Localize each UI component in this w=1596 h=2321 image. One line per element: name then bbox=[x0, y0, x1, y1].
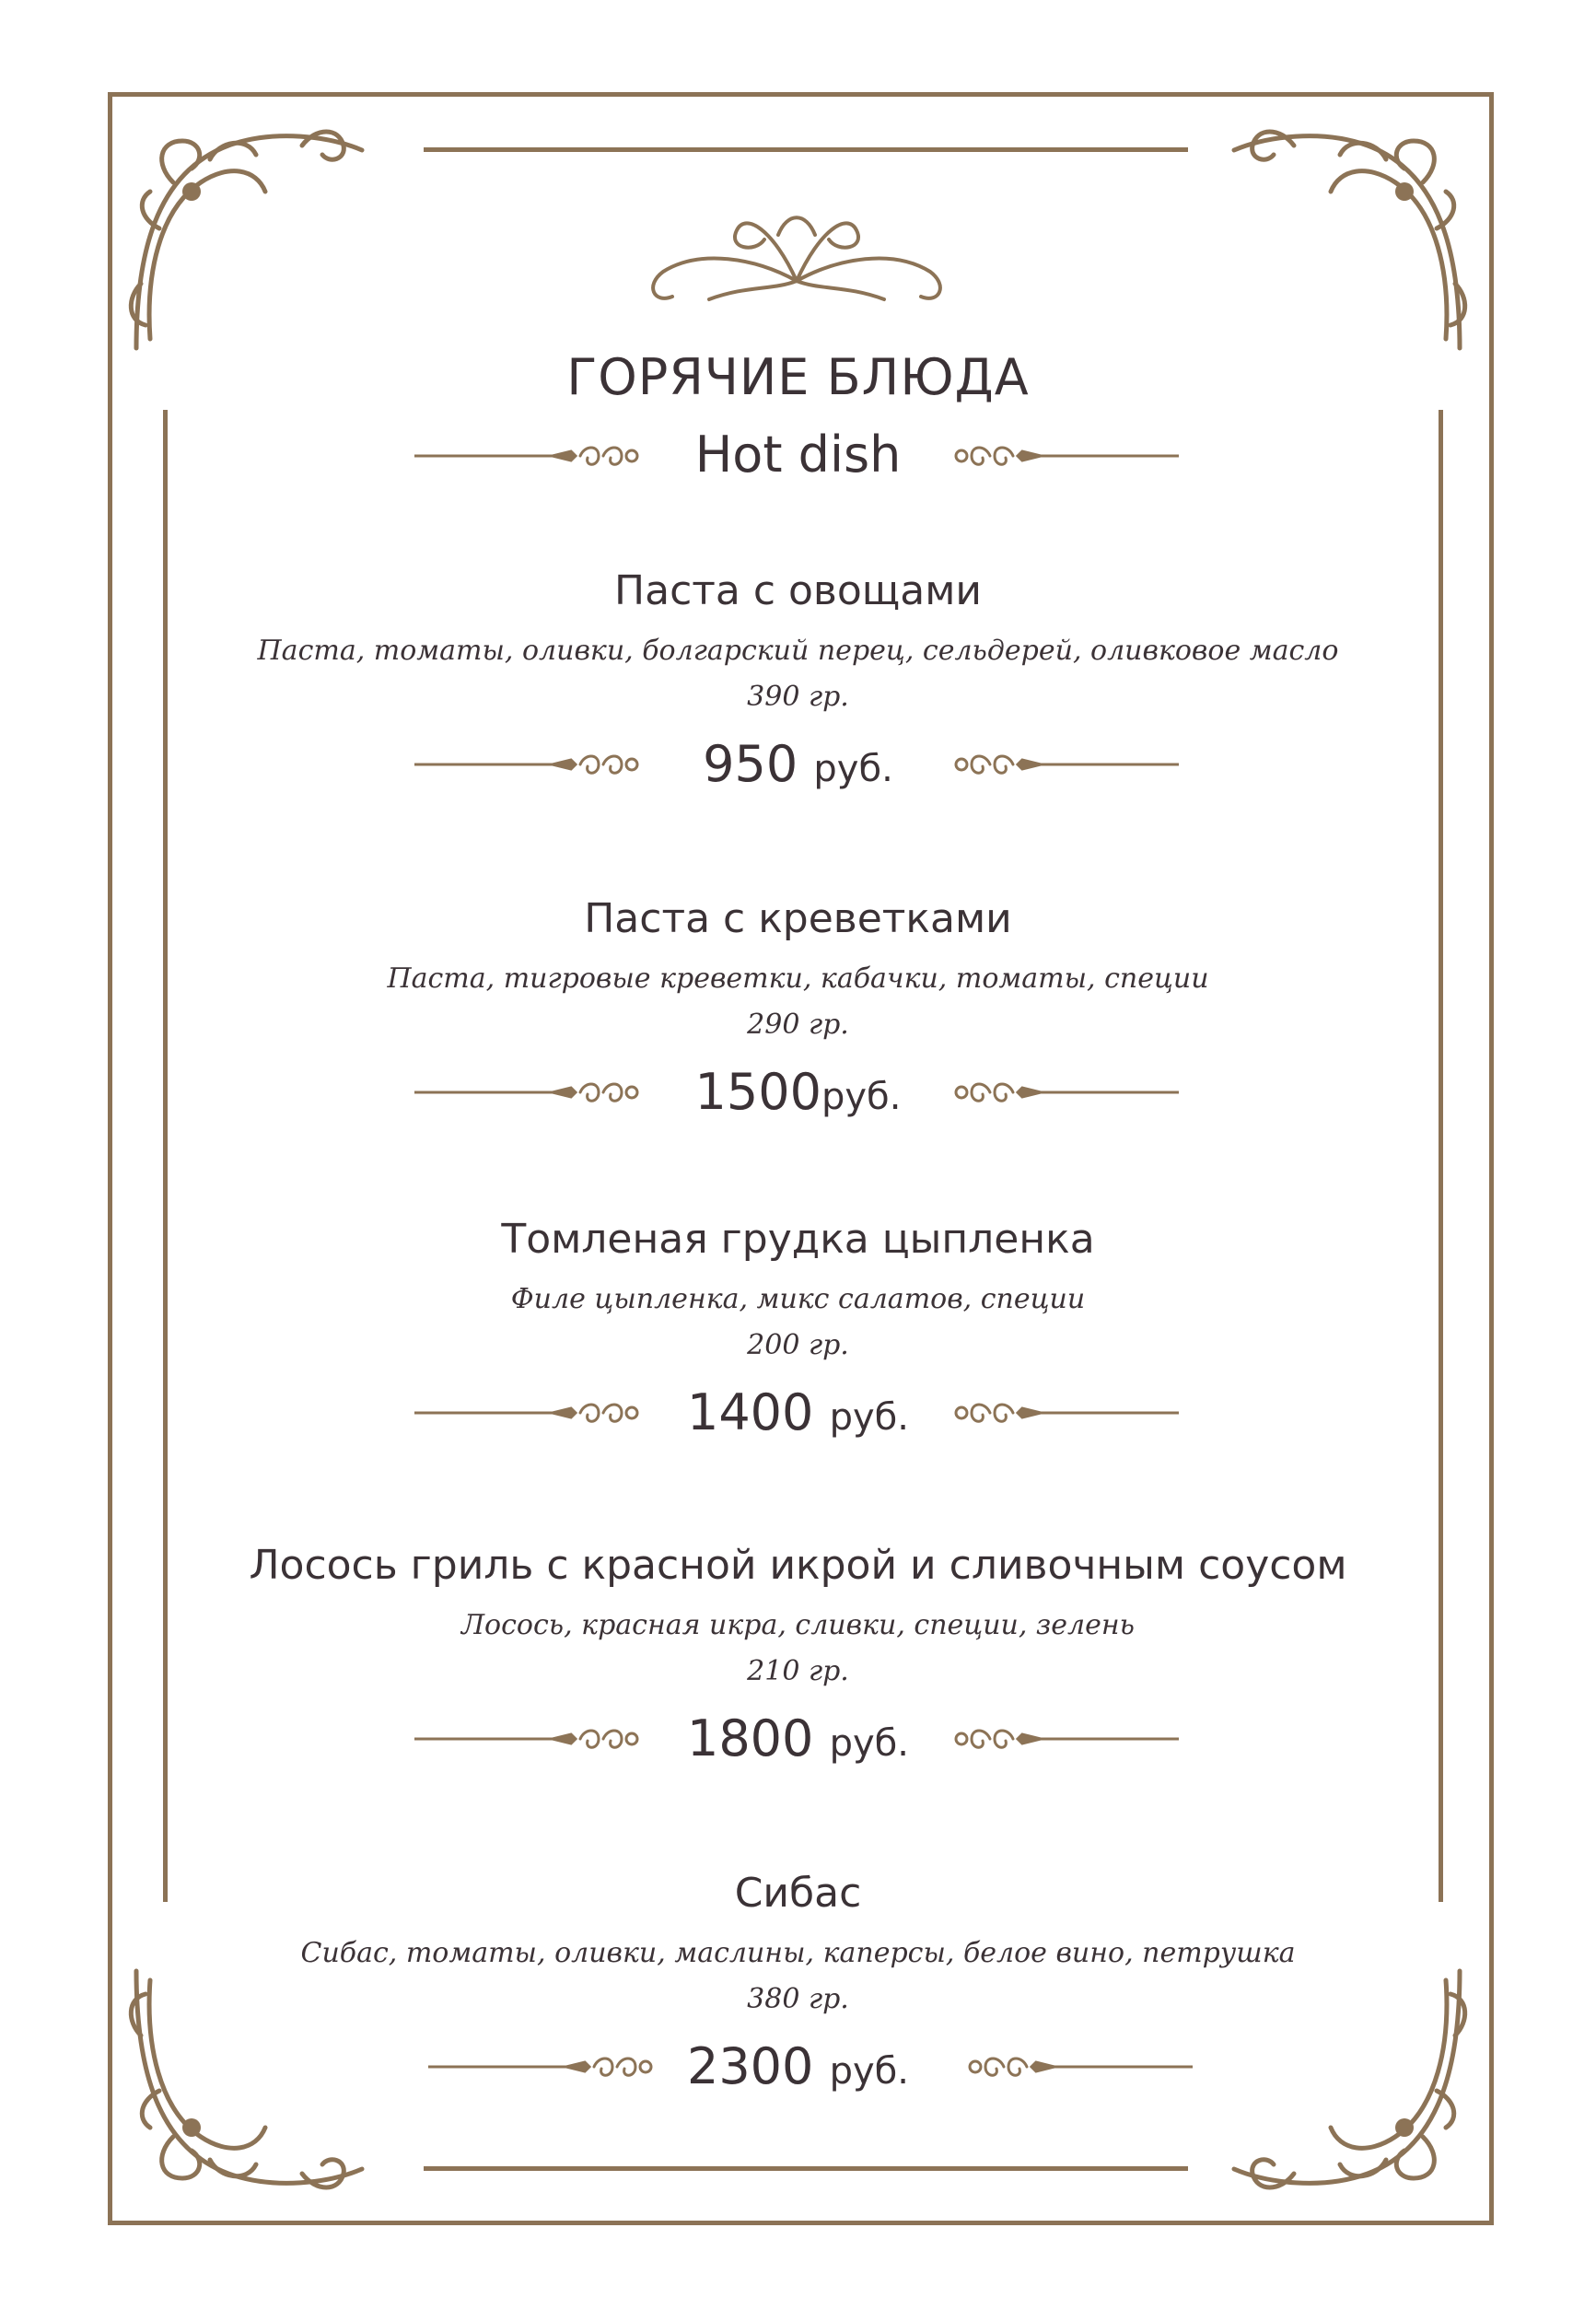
menu-item bbox=[0, 892, 1596, 1129]
dish-description: Сибас, томаты, оливки, маслины, каперсы, белое вино, петрушка bbox=[300, 1937, 1296, 1969]
divider-right-icon bbox=[953, 1074, 1179, 1111]
divider-left-icon bbox=[414, 437, 640, 474]
section-title-ru: ГОРЯЧИЕ БЛЮДА bbox=[566, 348, 1030, 406]
frame-bottom-rule bbox=[424, 2166, 1188, 2171]
dish-weight: 390 гр. bbox=[747, 681, 849, 713]
flourish-ornament-icon bbox=[635, 193, 958, 313]
dish-weight: 380 гр. bbox=[747, 1983, 849, 2015]
menu-item bbox=[0, 1538, 1596, 1776]
corner-ornament-icon bbox=[118, 118, 367, 367]
section-title-en: Hot dish bbox=[694, 426, 902, 484]
dish-weight: 210 гр. bbox=[747, 1655, 849, 1687]
menu-item bbox=[0, 1866, 1596, 2104]
dish-price: 1500руб. bbox=[694, 1063, 902, 1121]
dish-price: 950 руб. bbox=[703, 735, 893, 793]
dish-price: 1400 руб. bbox=[686, 1383, 910, 1441]
menu-item bbox=[0, 564, 1596, 801]
dish-description: Паста, томаты, оливки, болгарский перец, сельдерей, оливковое масло bbox=[257, 635, 1339, 667]
dish-name: Лосось гриль с красной икрой и сливочным соусом bbox=[249, 1542, 1347, 1589]
divider-right-icon bbox=[953, 437, 1179, 474]
corner-ornament-icon bbox=[1229, 118, 1478, 367]
dish-name: Томленая грудка цыпленка bbox=[501, 1216, 1095, 1263]
divider-right-icon bbox=[967, 2048, 1193, 2085]
dish-name: Паста с креветками bbox=[584, 895, 1012, 942]
divider-right-icon bbox=[953, 1394, 1179, 1431]
dish-description: Паста, тигровые креветки, кабачки, томаты, специи bbox=[387, 962, 1209, 995]
dish-description: Филе цыпленка, микс салатов, специи bbox=[510, 1283, 1086, 1315]
dish-name: Сибас bbox=[734, 1870, 862, 1917]
dish-weight: 200 гр. bbox=[747, 1329, 849, 1361]
frame-top-rule bbox=[424, 147, 1188, 152]
dish-price: 1800 руб. bbox=[686, 1709, 910, 1767]
dish-price: 2300 руб. bbox=[686, 2037, 910, 2095]
dish-description: Лосось, красная икра, сливки, специи, зелень bbox=[460, 1609, 1135, 1641]
dish-weight: 290 гр. bbox=[747, 1009, 849, 1041]
divider-right-icon bbox=[953, 1720, 1179, 1757]
divider-right-icon bbox=[953, 746, 1179, 783]
dish-name: Паста с овощами bbox=[614, 567, 982, 614]
menu-item bbox=[0, 1212, 1596, 1450]
